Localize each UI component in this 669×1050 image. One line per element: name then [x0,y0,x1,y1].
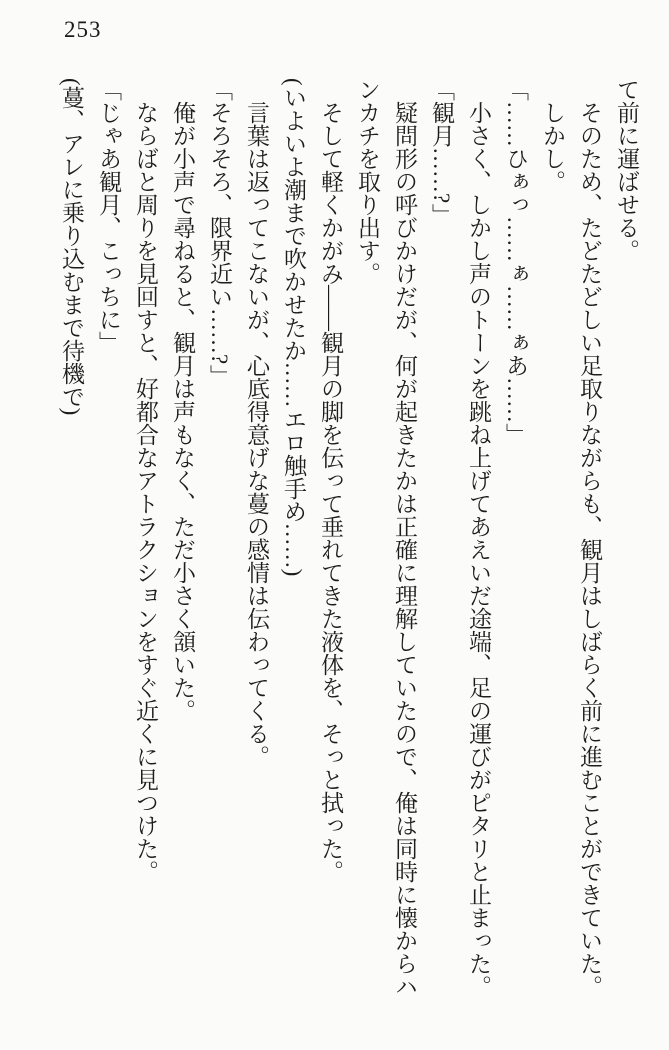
text-line: 小さく、しかし声のトーンを跳ね上げてあえいだ途端、足の運びがピタリと止まった。 [466,101,491,998]
text-line: 「……ひぁっ……ぁ……ぁあ……」 [503,78,528,446]
text-line: ンカチを取り出す。 [355,78,380,285]
page-text [53,78,645,998]
text-line: そのため、たどたどしい足取りながらも、観月はしばらく前に進むことができていた。 [577,101,602,998]
text-line: て前に運ばせる。 [614,78,639,262]
text-line: 「そろそろ、限界近い……?」 [207,78,232,388]
text-line: 「じゃあ観月、こっちに」 [96,78,121,354]
text-line: 疑問形の呼びかけだが、何が起きたかは正確に理解していたので、俺は同時に懐からハ [392,101,417,998]
text-line: (蔓、アレに乗り込むまで待機で) [59,78,84,416]
text-line: 俺が小声で尋ねると、観月は声もなく、ただ小さく頷いた。 [170,101,195,722]
text-line: そして軽くかがみ――観月の脚を伝って垂れてきた液体を、そっと拭った。 [318,101,343,883]
text-line: しかし。 [540,101,565,193]
page-number: 253 [64,17,102,42]
text-line: (いよいよ潮まで吹かせたか……エロ触手め……) [281,78,306,577]
text-line: 言葉は返ってこないが、心底得意げな蔓の感情は伝わってくる。 [244,101,269,768]
text-line: ならばと周りを見回すと、好都合なアトラクションをすぐ近くに見つけた。 [133,101,158,883]
text-line: 「観月……?」 [429,78,454,227]
